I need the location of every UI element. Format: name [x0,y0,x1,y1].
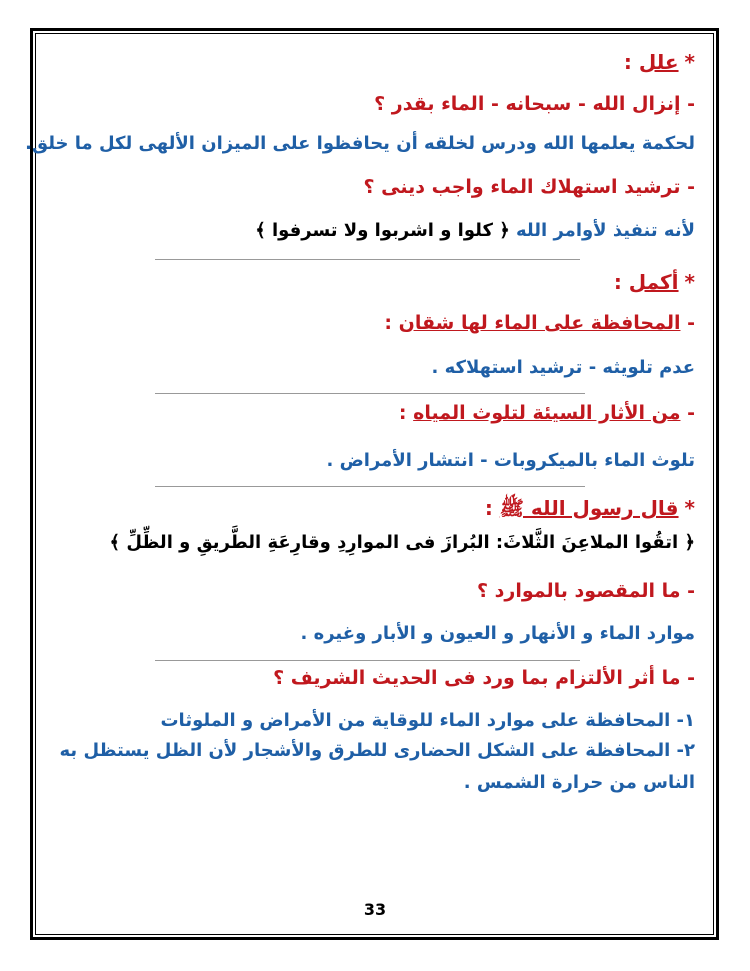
question-6: - ما أثر الألتزام بما ورد فى الحديث الشريف ؟ [273,667,695,689]
section-heading-explain: *علل : [623,50,695,74]
separator-line [155,259,580,260]
question-3: - المحافظة على الماء لها شقان : [384,312,695,334]
hadith-text: ﴿ اتقُوا الملاعِنَ الثَّلاثَ: البُرازَ فى الموارِدِ وقارِعَةِ الطَّريقِ و الظِّلِّ ﴾ [109,532,695,553]
page-border-inner [35,33,714,935]
answer-1: لحكمة يعلمها الله ودرس لخلقه أن يحافظوا على الميزان الألهى لكل ما خلق. [25,133,695,154]
quran-quote: ﴿ كلوا و اشربوا ولا تسرفوا ﴾ [255,220,510,241]
star-bullet-icon: * [684,270,695,294]
answer-5: موارد الماء و الأنهار و العيون و الأبار وغيره . [300,623,695,644]
separator-line [155,393,585,394]
answer-4: تلوث الماء بالميكروبات - انتشار الأمراض . [326,450,695,471]
answer-6-line-1: ١- المحافظة على موارد الماء للوقاية من الأمراض و الملوثات [160,710,695,731]
question-1: - إنزال الله - سبحانه - الماء بقدر ؟ [374,93,695,115]
separator-line [155,486,585,487]
answer-3: عدم تلويثه - ترشيد استهلاكه . [431,357,695,378]
question-5: - ما المقصود بالموارد ؟ [477,580,695,602]
question-4: - من الأثار السيئة لتلوث المياه : [398,402,695,424]
star-bullet-icon: * [684,50,695,74]
answer-2: لأنه تنفيذ لأوامر الله ﴿ كلوا و اشربوا ولا تسرفوا ﴾ [255,220,695,241]
section-heading-complete: *أكمل : [613,270,695,294]
separator-line [155,660,580,661]
question-2: - ترشيد استهلاك الماء واجب دينى ؟ [363,176,695,198]
page-number: 33 [363,900,387,919]
section-heading-hadith: *قال رسول الله ﷺ : [484,496,695,520]
answer-6-line-3: الناس من حرارة الشمس . [463,772,695,793]
star-bullet-icon: * [684,496,695,520]
answer-6-line-2: ٢- المحافظة على الشكل الحضارى للطرق والأشجار لأن الظل يستظل به [59,740,695,761]
